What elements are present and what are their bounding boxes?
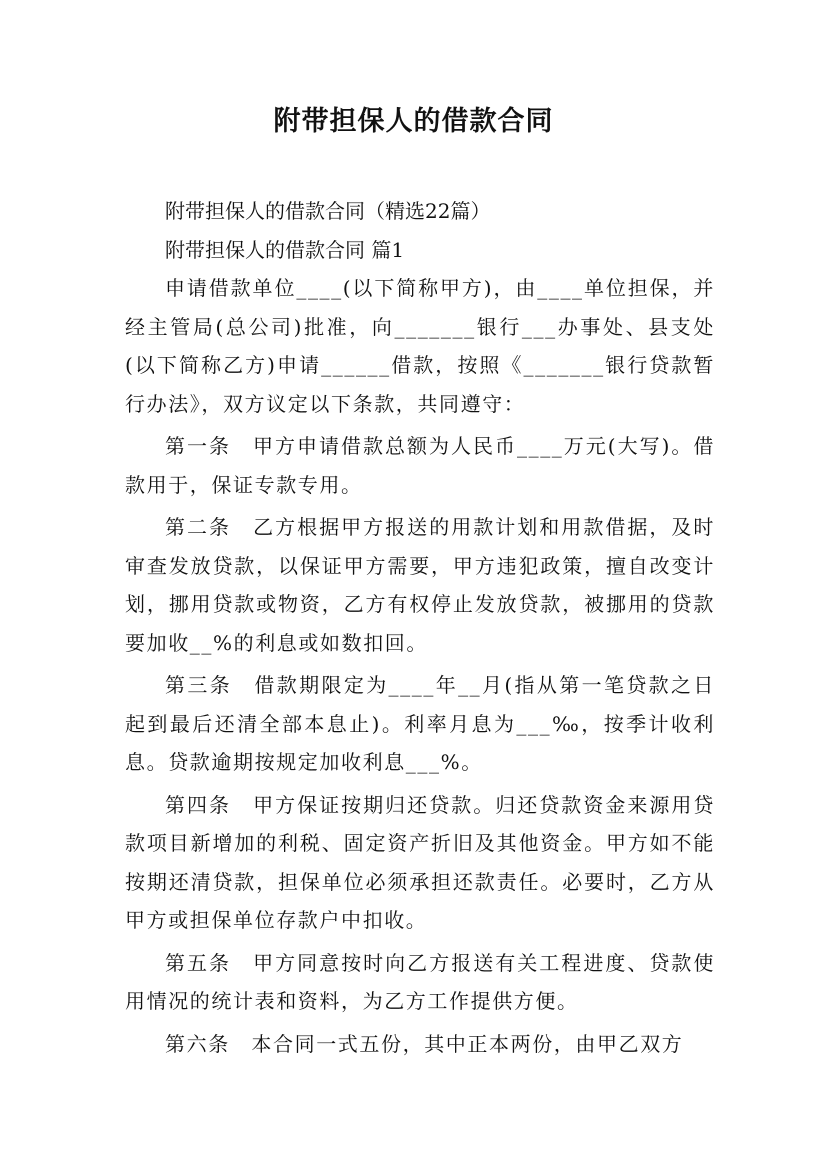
document-body [125, 192, 715, 1063]
document-title: 附带担保人的借款合同 [273, 106, 554, 137]
document-subtitle: 附带担保人的借款合同（精选22篇） [165, 199, 491, 223]
chapter-heading: 附带担保人的借款合同 篇1 [165, 237, 405, 262]
article-3-paragraph: 第三条 借款期限定为____年__月(指从第一笔贷款之日起到最后还清全部本息止)。利率月息为___‰，按季计收利息。贷款逾期按规定加收利息___%。 [125, 673, 715, 774]
intro-paragraph: 申请借款单位____(以下简称甲方)，由____单位担保，并经主管局(总公司)批准，向_______银行___办事处、县支处(以下简称乙方)申请______借款，按照《_______银行贷款暂行办法》，双方议定以下条款，共同遵守： [125, 276, 715, 416]
article-4-paragraph: 第四条 甲方保证按期归还贷款。归还贷款资金来源用贷款项目新增加的利税、固定资产折旧及其他资金。甲方如不能按期还清贷款，担保单位必须承担还款责任。必要时，乙方从甲方或担保单位存款户中扣收。 [125, 792, 715, 932]
article-1-paragraph: 第一条 甲方申请借款总额为人民币____万元(大写)。借款用于，保证专款专用。 [125, 434, 715, 497]
article-5-paragraph: 第五条 甲方同意按时向乙方报送有关工程进度、贷款使用情况的统计表和资料，为乙方工作提供方便。 [125, 950, 715, 1013]
article-6-paragraph: 第六条 本合同一式五份，其中正本两份，由甲乙双方 [165, 1031, 684, 1056]
article-2-paragraph: 第二条 乙方根据甲方报送的用款计划和用款借据，及时审查发放贷款，以保证甲方需要，甲方违犯政策，擅自改变计划，挪用贷款或物资，乙方有权停止发放贷款，被挪用的贷款要加收__%的利息或如数扣回。 [125, 515, 715, 655]
